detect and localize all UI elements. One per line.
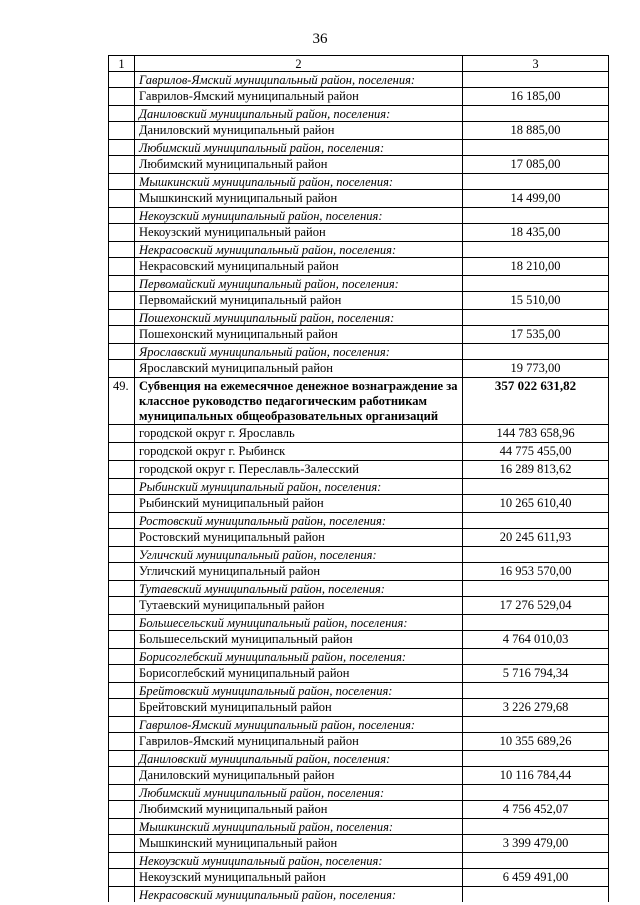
- row-amount: 144 783 658,96: [463, 425, 609, 443]
- row-amount: 357 022 631,82: [463, 378, 609, 425]
- subheader-row: [109, 751, 609, 767]
- row-amount: [463, 615, 609, 631]
- row-index: [109, 174, 135, 190]
- subheader-row: [109, 72, 609, 88]
- row-index: [109, 292, 135, 310]
- row-index: [109, 581, 135, 597]
- subheader-row: [109, 310, 609, 326]
- row-index: [109, 479, 135, 495]
- subheader-label: Даниловский муниципальный район, поселения:: [135, 106, 463, 122]
- row-amount: [463, 106, 609, 122]
- row-name: Субвенция на ежемесячное денежное вознаграждение за классное руководство педагогическим работникам муниципальных общеобразовательных организаций: [135, 378, 463, 425]
- row-index: [109, 767, 135, 785]
- row-amount: [463, 208, 609, 224]
- row-index: [109, 443, 135, 461]
- table-row: [109, 767, 609, 785]
- table-row: [109, 425, 609, 443]
- table-row: [109, 443, 609, 461]
- row-amount: 10 355 689,26: [463, 733, 609, 751]
- row-index: [109, 495, 135, 513]
- subheader-row: [109, 242, 609, 258]
- row-index: [109, 547, 135, 563]
- row-name: Любимский муниципальный район: [135, 801, 463, 819]
- row-index: [109, 224, 135, 242]
- row-index: [109, 835, 135, 853]
- row-index: [109, 310, 135, 326]
- row-index: [109, 72, 135, 88]
- row-amount: 4 764 010,03: [463, 631, 609, 649]
- table-row: [109, 495, 609, 513]
- row-amount: 17 276 529,04: [463, 597, 609, 615]
- subheader-label: Угличский муниципальный район, поселения:: [135, 547, 463, 563]
- row-name: Гаврилов-Ямский муниципальный район: [135, 733, 463, 751]
- row-amount: [463, 513, 609, 529]
- row-name: Даниловский муниципальный район: [135, 767, 463, 785]
- subheader-label: Гаврилов-Ямский муниципальный район, поселения:: [135, 717, 463, 733]
- row-amount: 18 435,00: [463, 224, 609, 242]
- table-row: [109, 529, 609, 547]
- row-amount: [463, 72, 609, 88]
- row-index: [109, 529, 135, 547]
- row-name: Некоузский муниципальный район: [135, 869, 463, 887]
- row-index: [109, 887, 135, 903]
- subheader-label: Некрасовский муниципальный район, поселения:: [135, 887, 463, 903]
- table-row: [109, 733, 609, 751]
- table-row: [109, 665, 609, 683]
- row-amount: 20 245 611,93: [463, 529, 609, 547]
- table-row: [109, 631, 609, 649]
- row-index: [109, 258, 135, 276]
- subheader-label: Мышкинский муниципальный район, поселения:: [135, 819, 463, 835]
- table-body: [109, 72, 609, 903]
- row-amount: 14 499,00: [463, 190, 609, 208]
- subheader-row: [109, 649, 609, 665]
- row-index: [109, 717, 135, 733]
- subheader-label: Пошехонский муниципальный район, поселения:: [135, 310, 463, 326]
- table-row: [109, 88, 609, 106]
- row-index: [109, 208, 135, 224]
- subheader-label: Любимский муниципальный район, поселения:: [135, 785, 463, 801]
- table-row: [109, 156, 609, 174]
- row-index: [109, 733, 135, 751]
- row-index: [109, 615, 135, 631]
- row-amount: 3 226 279,68: [463, 699, 609, 717]
- row-index: [109, 699, 135, 717]
- header-col-1: 1: [109, 56, 135, 72]
- row-amount: [463, 479, 609, 495]
- row-amount: [463, 717, 609, 733]
- row-index: [109, 190, 135, 208]
- subheader-label: Первомайский муниципальный район, поселения:: [135, 276, 463, 292]
- row-name: Первомайский муниципальный район: [135, 292, 463, 310]
- row-index: 49.: [109, 378, 135, 425]
- subheader-row: [109, 479, 609, 495]
- row-index: [109, 649, 135, 665]
- row-name: Мышкинский муниципальный район: [135, 190, 463, 208]
- subheader-row: [109, 683, 609, 699]
- row-index: [109, 683, 135, 699]
- subheader-row: [109, 344, 609, 360]
- subheader-label: Ростовский муниципальный район, поселения:: [135, 513, 463, 529]
- header-col-2: 2: [135, 56, 463, 72]
- subheader-row: [109, 819, 609, 835]
- row-amount: [463, 887, 609, 903]
- row-name: Борисоглебский муниципальный район: [135, 665, 463, 683]
- table-row: [109, 869, 609, 887]
- row-name: Рыбинский муниципальный район: [135, 495, 463, 513]
- row-amount: 19 773,00: [463, 360, 609, 378]
- row-amount: [463, 819, 609, 835]
- row-index: [109, 360, 135, 378]
- subheader-row: [109, 276, 609, 292]
- header-col-3: 3: [463, 56, 609, 72]
- row-amount: 16 185,00: [463, 88, 609, 106]
- row-amount: 17 085,00: [463, 156, 609, 174]
- subheader-row: [109, 174, 609, 190]
- row-name: городской округ г. Рыбинск: [135, 443, 463, 461]
- row-name: Брейтовский муниципальный район: [135, 699, 463, 717]
- table-row: [109, 190, 609, 208]
- row-amount: 6 459 491,00: [463, 869, 609, 887]
- row-name: Ярославский муниципальный район: [135, 360, 463, 378]
- row-index: [109, 597, 135, 615]
- row-name: Угличский муниципальный район: [135, 563, 463, 581]
- subheader-label: Борисоглебский муниципальный район, поселения:: [135, 649, 463, 665]
- row-amount: 15 510,00: [463, 292, 609, 310]
- subheader-row: [109, 785, 609, 801]
- row-amount: [463, 242, 609, 258]
- row-index: [109, 563, 135, 581]
- row-index: [109, 276, 135, 292]
- table-row: [109, 563, 609, 581]
- subheader-label: Гаврилов-Ямский муниципальный район, поселения:: [135, 72, 463, 88]
- row-index: [109, 513, 135, 529]
- row-name: Мышкинский муниципальный район: [135, 835, 463, 853]
- subheader-row: [109, 208, 609, 224]
- subheader-label: Большесельский муниципальный район, поселения:: [135, 615, 463, 631]
- subheader-row: [109, 513, 609, 529]
- subheader-label: Некоузский муниципальный район, поселения:: [135, 208, 463, 224]
- row-amount: 18 210,00: [463, 258, 609, 276]
- row-index: [109, 106, 135, 122]
- row-index: [109, 156, 135, 174]
- row-index: [109, 242, 135, 258]
- row-index: [109, 425, 135, 443]
- row-index: [109, 819, 135, 835]
- row-amount: 16 953 570,00: [463, 563, 609, 581]
- row-amount: [463, 547, 609, 563]
- row-amount: 10 265 610,40: [463, 495, 609, 513]
- row-name: Большесельский муниципальный район: [135, 631, 463, 649]
- table-row: [109, 258, 609, 276]
- row-amount: [463, 140, 609, 156]
- subheader-label: Некоузский муниципальный район, поселения:: [135, 853, 463, 869]
- row-amount: 10 116 784,44: [463, 767, 609, 785]
- table-row: [109, 360, 609, 378]
- row-index: [109, 853, 135, 869]
- row-amount: [463, 853, 609, 869]
- row-name: Даниловский муниципальный район: [135, 122, 463, 140]
- subheader-row: [109, 615, 609, 631]
- row-name: Ростовский муниципальный район: [135, 529, 463, 547]
- row-index: [109, 140, 135, 156]
- row-index: [109, 785, 135, 801]
- row-amount: [463, 649, 609, 665]
- subheader-row: [109, 887, 609, 903]
- table-row: [109, 597, 609, 615]
- subheader-row: [109, 717, 609, 733]
- row-name: Пошехонский муниципальный район: [135, 326, 463, 344]
- table-row: [109, 699, 609, 717]
- subheader-label: Рыбинский муниципальный район, поселения:: [135, 479, 463, 495]
- table-row: [109, 326, 609, 344]
- row-amount: [463, 581, 609, 597]
- row-index: [109, 665, 135, 683]
- subheader-label: Тутаевский муниципальный район, поселения:: [135, 581, 463, 597]
- row-amount: 17 535,00: [463, 326, 609, 344]
- row-index: [109, 631, 135, 649]
- section-title-row: [109, 378, 609, 425]
- row-name: Некрасовский муниципальный район: [135, 258, 463, 276]
- subheader-label: Мышкинский муниципальный район, поселения:: [135, 174, 463, 190]
- table-row: [109, 461, 609, 479]
- subheader-label: Даниловский муниципальный район, поселения:: [135, 751, 463, 767]
- row-index: [109, 326, 135, 344]
- subheader-row: [109, 581, 609, 597]
- row-amount: 16 289 813,62: [463, 461, 609, 479]
- subheader-label: Любимский муниципальный район, поселения:: [135, 140, 463, 156]
- row-name: Гаврилов-Ямский муниципальный район: [135, 88, 463, 106]
- row-amount: [463, 751, 609, 767]
- table-row: [109, 122, 609, 140]
- row-name: Любимский муниципальный район: [135, 156, 463, 174]
- row-name: Некоузский муниципальный район: [135, 224, 463, 242]
- row-index: [109, 344, 135, 360]
- table-header-row: [109, 56, 609, 72]
- table-row: [109, 292, 609, 310]
- subheader-row: [109, 853, 609, 869]
- subheader-row: [109, 106, 609, 122]
- row-index: [109, 88, 135, 106]
- table-row: [109, 835, 609, 853]
- table-row: [109, 224, 609, 242]
- row-index: [109, 461, 135, 479]
- subheader-row: [109, 140, 609, 156]
- row-amount: [463, 785, 609, 801]
- row-index: [109, 122, 135, 140]
- page-number: 36: [312, 31, 328, 47]
- row-amount: 18 885,00: [463, 122, 609, 140]
- row-name: Тутаевский муниципальный район: [135, 597, 463, 615]
- budget-table: [108, 55, 609, 902]
- subheader-label: Некрасовский муниципальный район, поселения:: [135, 242, 463, 258]
- row-amount: 44 775 455,00: [463, 443, 609, 461]
- row-amount: [463, 683, 609, 699]
- row-index: [109, 751, 135, 767]
- row-amount: 5 716 794,34: [463, 665, 609, 683]
- subheader-label: Брейтовский муниципальный район, поселения:: [135, 683, 463, 699]
- subheader-label: Ярославский муниципальный район, поселения:: [135, 344, 463, 360]
- row-amount: [463, 344, 609, 360]
- row-amount: [463, 310, 609, 326]
- row-index: [109, 869, 135, 887]
- row-index: [109, 801, 135, 819]
- row-amount: [463, 276, 609, 292]
- row-amount: [463, 174, 609, 190]
- row-amount: 3 399 479,00: [463, 835, 609, 853]
- subheader-row: [109, 547, 609, 563]
- table-row: [109, 801, 609, 819]
- row-name: городской округ г. Переславль-Залесский: [135, 461, 463, 479]
- row-name: городской округ г. Ярославль: [135, 425, 463, 443]
- row-amount: 4 756 452,07: [463, 801, 609, 819]
